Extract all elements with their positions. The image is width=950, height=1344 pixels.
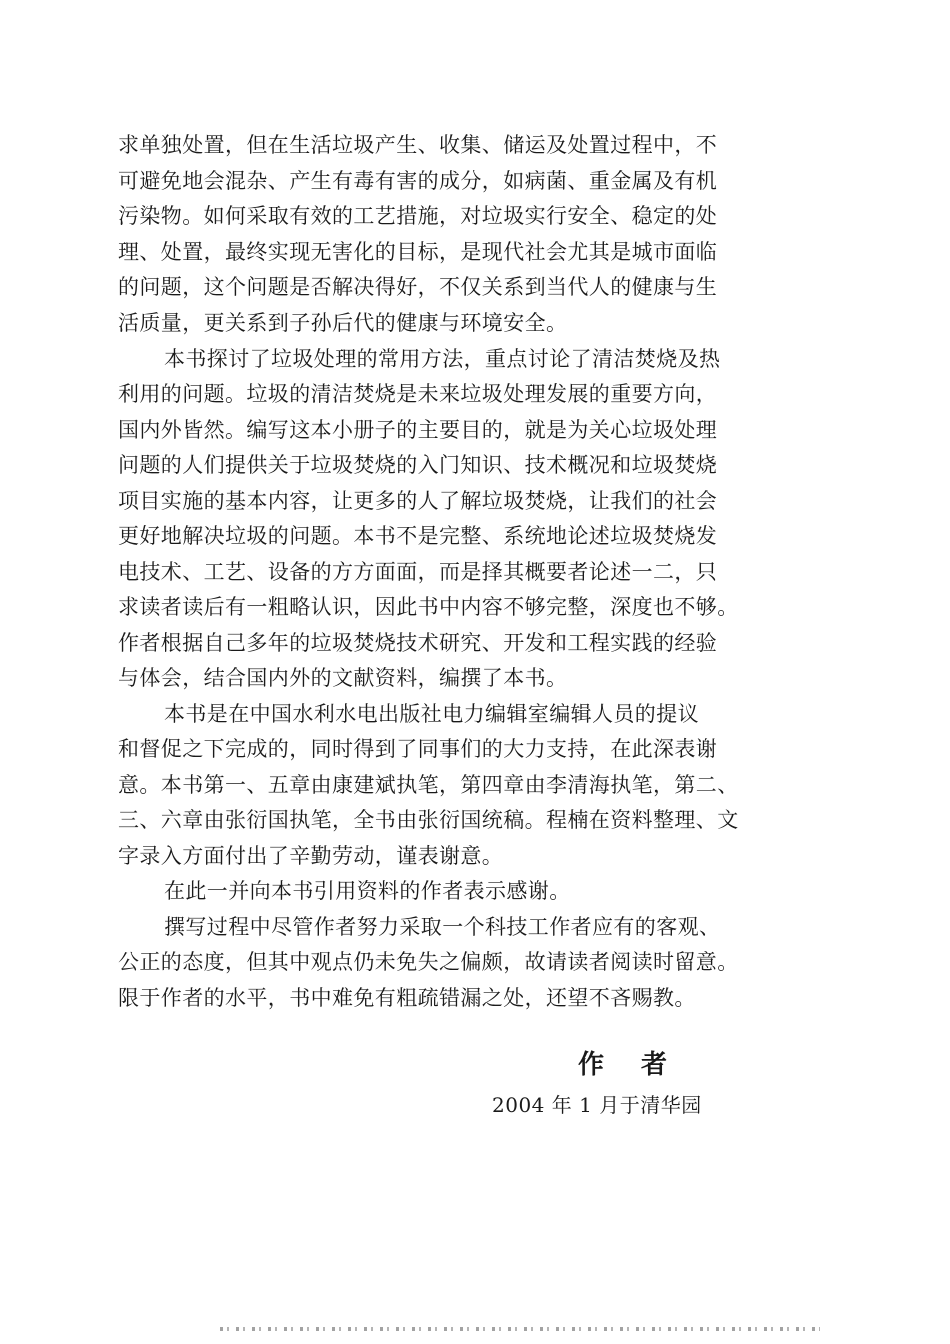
paragraph-2-line-6: 更好地解决垃圾的问题。本书不是完整、系统地论述垃圾焚烧发 — [118, 524, 718, 548]
paragraph-2-line-8: 求读者读后有一粗略认识，因此书中内容不够完整，深度也不够。 — [118, 595, 739, 619]
paragraph-2-line-2: 利用的问题。垃圾的清洁焚烧是未来垃圾处理发展的重要方向， — [118, 382, 718, 406]
author-signature: 作 者 — [578, 1050, 682, 1080]
paragraph-1-line-5: 的问题，这个问题是否解决得好，不仅关系到当代人的健康与生 — [118, 275, 718, 299]
paragraph-2-line-4: 问题的人们提供关于垃圾焚烧的入门知识、技术概况和垃圾焚烧 — [118, 453, 718, 477]
paragraph-5-line-2: 公正的态度，但其中观点仍未免失之偏颇，故请读者阅读时留意。 — [118, 950, 739, 974]
paragraph-1-line-1: 求单独处置，但在生活垃圾产生、收集、储运及处置过程中，不 — [118, 133, 718, 157]
paragraph-3-line-3: 意。本书第一、五章由康建斌执笔，第四章由李清海执笔，第二、 — [118, 773, 739, 797]
paragraph-1-line-6: 活质量，更关系到子孙后代的健康与环境安全。 — [118, 311, 568, 335]
paragraph-1-line-4: 理、处置，最终实现无害化的目标，是现代社会尤其是城市面临 — [118, 240, 718, 264]
paragraph-3-line-5: 字录入方面付出了辛勤劳动，谨表谢意。 — [118, 844, 504, 868]
paragraph-2-line-1: 本书探讨了垃圾处理的常用方法，重点讨论了清洁焚烧及热 — [164, 347, 721, 371]
paragraph-5-line-3: 限于作者的水平，书中难免有粗疏错漏之处，还望不吝赐教。 — [118, 986, 696, 1010]
paragraph-3-line-4: 三、六章由张衍国执笔，全书由张衍国统稿。程楠在资料整理、文 — [118, 808, 739, 832]
signature-date: 2004 年 1 月于清华园 — [492, 1093, 702, 1117]
paragraph-2-line-3: 国内外皆然。编写这本小册子的主要目的，就是为关心垃圾处理 — [118, 418, 718, 442]
paragraph-2-line-5: 项目实施的基本内容，让更多的人了解垃圾焚烧，让我们的社会 — [118, 489, 718, 513]
paragraph-4-line-1: 在此一并向本书引用资料的作者表示感谢。 — [164, 879, 571, 903]
paragraph-1-line-3: 污染物。如何采取有效的工艺措施，对垃圾实行安全、稳定的处 — [118, 204, 718, 228]
scan-artifact — [220, 1327, 820, 1331]
paragraph-1-line-2: 可避免地会混杂、产生有毒有害的成分，如病菌、重金属及有机 — [118, 169, 718, 193]
paragraph-3-line-1: 本书是在中国水利水电出版社电力编辑室编辑人员的提议 — [164, 702, 699, 726]
paragraph-3-line-2: 和督促之下完成的，同时得到了同事们的大力支持，在此深表谢 — [118, 737, 718, 761]
paragraph-2-line-7: 电技术、工艺、设备的方方面面，而是择其概要者论述一二，只 — [118, 560, 718, 584]
paragraph-5-line-1: 撰写过程中尽管作者努力采取一个科技工作者应有的客观、 — [164, 915, 721, 939]
paragraph-2-line-9: 作者根据自己多年的垃圾焚烧技术研究、开发和工程实践的经验 — [118, 631, 718, 655]
paragraph-2-line-10: 与体会，结合国内外的文献资料，编撰了本书。 — [118, 666, 568, 690]
